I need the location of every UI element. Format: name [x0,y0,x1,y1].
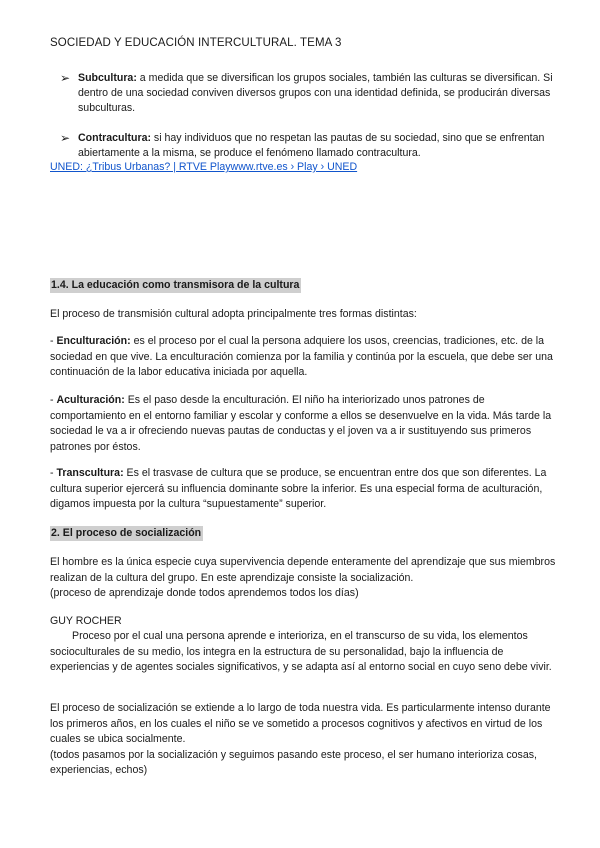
section2-paragraph-2 [50,701,558,779]
bullet-subcultura [60,71,560,116]
section2-p1-note: (proceso de aprendizaje donde todos aprendemos todos los días) [50,587,359,599]
section2-paragraph-1 [50,555,558,602]
item-term: Enculturación: [56,335,131,347]
section2-p1-text: El hombre es la única especie cuya supervivencia depende enteramente del aprendizaje que sus miembros realizan de la cultura del grupo. En este aprendizaje consiste la socialización. [50,556,556,584]
arrow-bullet-icon: ➢ [60,131,71,145]
item-text: Es el paso desde la enculturación. El niño ha interiorizado unos patrones de comportamiento en el entorno familiar y escolar y conforme a ellos se desenvuelve en la vida. Más tarde la sociedad le va a ir ofreciendo nuevas pautas de conductas y el joven va a ir sustituyendo sus primeros patrones por éstos. [50,394,552,453]
bullet-text: a medida que se diversifican los grupos sociales, también las culturas se diversifican. Si dentro de una sociedad conviven diversos grupos con una identidad definida, se producirán diversas subculturas. [78,72,553,114]
item-text: es el proceso por el cual la persona adquiere los usos, creencias, tradiciones, etc. de la sociedad en que vive. La enculturación comienza por la familia y continúa por la escuela, que debe ser una continuación de la labor educativa iniciada por aquella. [50,335,553,378]
item-enculturacion [50,334,558,381]
author-name: GUY ROCHER [50,615,122,627]
item-prefix: - [50,335,57,347]
item-text: Es el trasvase de cultura que se produce, se encuentran entre dos que son diferentes. La cultura superior ejercerá su influencia dominante sobre la inferior. Es una especial forma de aculturación, digamos impuesta por la cultura “supuestamente” superior. [50,467,547,510]
item-aculturacion [50,393,558,455]
item-term: Aculturación: [56,394,125,406]
section1-intro: El proceso de transmisión cultural adopta principalmente tres formas distintas: [50,308,417,320]
item-prefix: - [50,394,57,406]
bullet-term: Subcultura: [78,72,137,84]
document-header: SOCIEDAD Y EDUCACIÓN INTERCULTURAL. TEMA 3 [50,37,342,49]
item-transcultura [50,466,558,513]
section-heading-2: 2. El proceso de socialización [51,527,202,539]
arrow-bullet-icon: ➢ [60,71,71,85]
uned-video-link[interactable]: UNED: ¿Tribus Urbanas? | RTVE Playwww.rtve.es › Play › UNED [50,161,358,173]
item-prefix: - [50,467,57,479]
section2-p2-note: (todos pasamos por la socialización y seguimos pasando este proceso, el ser humano interioriza cosas, experiencias, echos) [50,748,537,776]
bullet-text: si hay individuos que no respetan las pautas de su sociedad, sino que se enfrentan abiertamente a la misma, se produce el fenómeno llamado contracultura. [78,132,545,159]
section-heading-1-4: 1.4. La educación como transmisora de la cultura [51,279,300,291]
bullet-contracultura [60,131,560,161]
author-quote: Proceso por el cual una persona aprende e interioriza, en el transcurso de su vida, los elementos socioculturales de su medio, los integra en la estructura de su personalidad, bajo la influencia de experiencias y de agentes sociales significativos, y se adapta así al entorno social en cuyo seno debe vivir. [50,630,552,673]
item-term: Transcultura: [56,467,124,479]
section2-p2-text: El proceso de socialización se extiende a lo largo de toda nuestra vida. Es particularmente intenso durante los primeros años, en los cuales el niño se ve sometido a procesos cognitivos y afectivos en virtud de los cuales se ubica socialmente. [50,702,551,745]
bullet-term: Contracultura: [78,132,151,144]
